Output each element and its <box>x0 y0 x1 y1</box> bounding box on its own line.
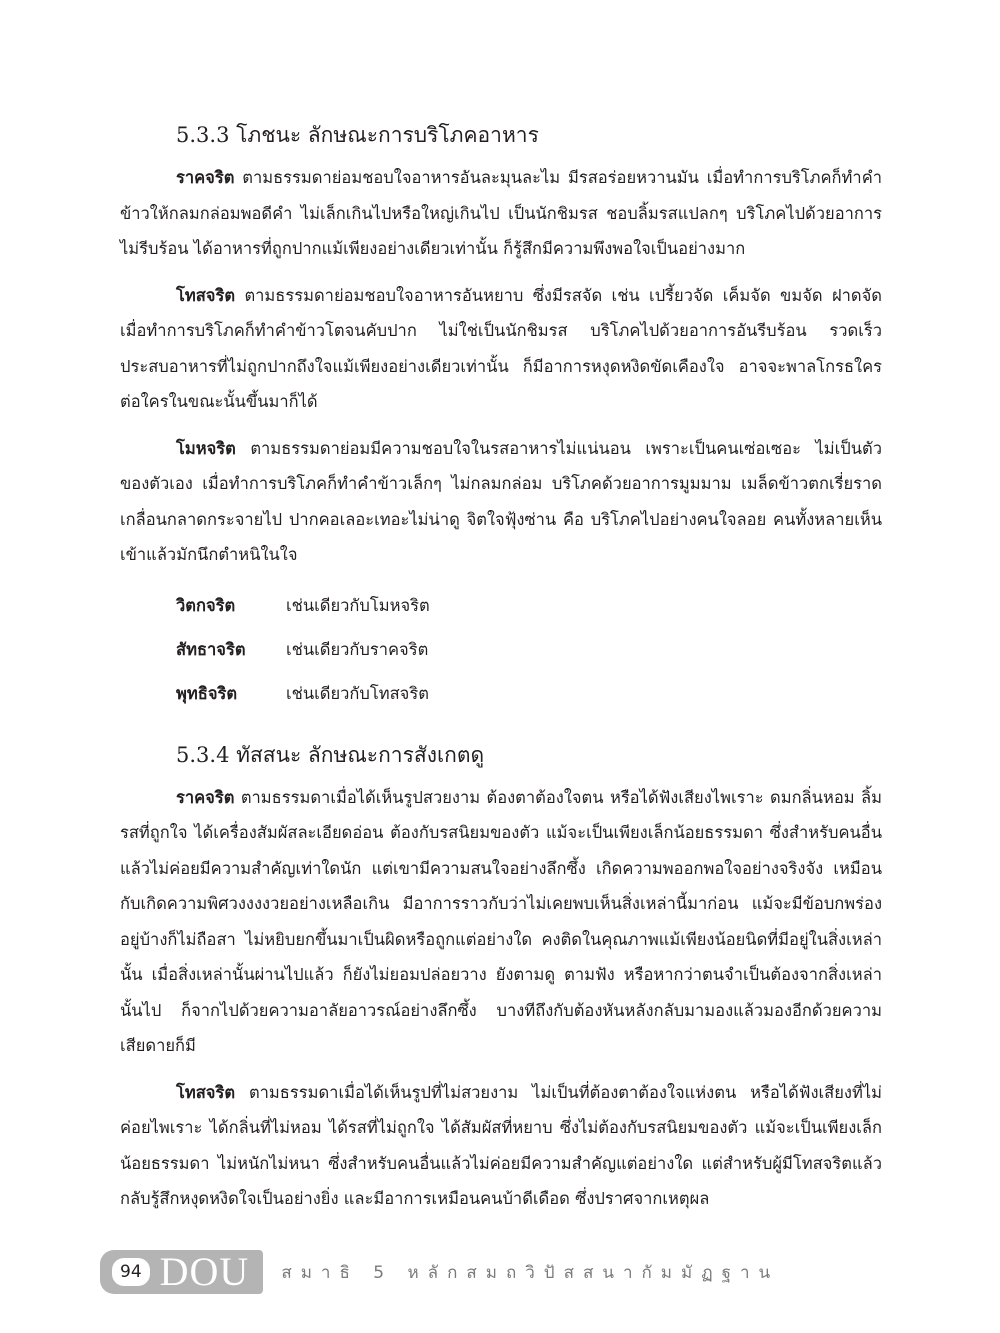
term-moha: โมหจริต <box>176 438 236 458</box>
relation-row <box>176 584 882 628</box>
section-heading-533: 5.3.3 โภชนะ ลักษณะการบริโภคอาหาร <box>176 123 539 147</box>
relation-row <box>176 672 882 716</box>
relation-term: สัทธาจริต <box>176 639 246 659</box>
relation-desc: เช่นเดียวกับโมหจริต <box>286 595 430 615</box>
page-content <box>120 118 882 1228</box>
page-footer <box>100 1248 900 1296</box>
term-raga: ราคจริต <box>176 787 235 807</box>
paragraph-text: ตามธรรมดาเมื่อได้เห็นรูปที่ไม่สวยงาม ไม่เป็นที่ต้องตาต้องใจแห่งตน หรือได้ฟังเสียงที่ไม่ค่อยไพเราะ ได้กลิ่นที่ไม่หอม ได้รสที่ไม่ถูกใจ ได้สัมผัสที่หยาบ ซึ่งไม่ต้องกับรสนิยมของตัว แม้จะเป็นเพียงเล็กน้อยธรรมดา ไม่หนักไม่หนา ซึ่งสำหรับคนอื่นแล้วไม่ค่อยมีความสำคัญแต่อย่างใด แต่สำหรับผู้มีโทสจริตแล้ว กลับรู้สึกหงุดหงิดใจเป็นอย่างยิ่ง และมีอาการเหมือนคนบ้าดีเดือด ซึ่งปราศจากเหตุผล <box>120 1082 882 1208</box>
paragraph-text: ตามธรรมดาย่อมชอบใจอาหารอันหยาบ ซึ่งมีรสจัด เช่น เปรี้ยวจัด เค็มจัด ขมจัด ฝาดจัด เมื่อทำการบริโภคก็ทำคำข้าวโตจนคับปาก ไม่ใช่เป็นนักชิมรส บริโภคไปด้วยอาการอันรีบร้อน รวดเร็ว ประสบอาหารที่ไม่ถูกปากถึงใจแม้เพียงอย่างเดียวเท่านั้น ก็มีอาการหงุดหงิดขัดเคืองใจ อาจจะพาลโกรธใครต่อใครในขณะนั้นขึ้นมาก็ได้ <box>120 285 882 411</box>
relation-row <box>176 628 882 672</box>
paragraph-text: ตามธรรมดาย่อมมีความชอบใจในรสอาหารไม่แน่นอน เพราะเป็นคนเซ่อเซอะ ไม่เป็นตัวของตัวเอง เมื่อทำการบริโภคก็ทำคำข้าวเล็กๆ ไม่กลมกล่อม บริโภคด้วยอาการมูมมาม เมล็ดข้าวตกเรี่ยราดเกลื่อนกลาดกระจายไป ปากคอเลอะเทอะไม่น่าดู จิตใจฟุ้งซ่าน คือ บริโภคไปอย่างคนใจลอย คนทั้งหลายเห็นเข้าแล้วมักนึกตำหนิในใจ <box>120 438 882 564</box>
relation-term: พุทธิจริต <box>176 683 238 703</box>
paragraph-moha-food <box>120 431 882 573</box>
relation-desc: เช่นเดียวกับราคจริต <box>286 639 429 659</box>
paragraph-raga-food <box>120 160 882 267</box>
relation-desc: เช่นเดียวกับโทสจริต <box>286 683 429 703</box>
page-number: 94 <box>112 1258 150 1286</box>
relation-term: วิตกจริต <box>176 595 236 615</box>
section-heading-534: 5.3.4 ทัสสนะ ลักษณะการสังเกตดู <box>176 742 485 767</box>
paragraph-dosa-food <box>120 278 882 420</box>
paragraph-text: ตามธรรมดาเมื่อได้เห็นรูปสวยงาม ต้องตาต้องใจตน หรือได้ฟังเสียงไพเราะ ดมกลิ่นหอม ลิ้มรสที่ถูกใจ ได้เครื่องสัมผัสละเอียดอ่อน ต้องกับรสนิยมของตัว แม้จะเป็นเพียงเล็กน้อยธรรมดา ซึ่งสำหรับคนอื่นแล้วไม่ค่อยมีความสำคัญเท่าใดนัก แต่เขามีความสนใจอย่างลึกซึ้ง เกิดความพออกพอใจอย่างจริงจัง เหมือนกับเกิดความพิศวงงงงวยอย่างเหลือเกิน มีอาการราวกับว่าไม่เคยพบเห็นสิ่งเหล่านี้มาก่อน แม้จะมีข้อบกพร่องอยู่บ้างก็ไม่ถือสา ไม่หยิบยกขึ้นมาเป็นผิดหรือถูกแต่อย่างใด คงติดในคุณภาพแม้เพียงน้อยนิดที่มีอยู่ในสิ่งเหล่านั้น เมื่อสิ่งเหล่านั้นผ่านไปแล้ว ก็ยังไม่ยอมปล่อยวาง ยังตามดู ตามฟัง หรือหากว่าตนจำเป็นต้องจากสิ่งเหล่านั้นไป ก็จากไปด้วยความอาลัยอาวรณ์อย่างลึกซึ้ง บางทีถึงกับต้องหันหลังกลับมามองแล้วมองอีกด้วยความเสียดายก็มี <box>120 787 882 1055</box>
footer-badge <box>100 1250 263 1294</box>
paragraph-raga-seeing <box>120 780 882 1064</box>
term-raga: ราคจริต <box>176 168 235 187</box>
temperament-relations-list <box>176 584 882 716</box>
book-title: สมาธิ 5 หลักสมถวิปัสสนากัมมัฏฐาน <box>281 1262 780 1283</box>
dou-logo: DOU <box>159 1249 250 1294</box>
paragraph-text: ตามธรรมดาย่อมชอบใจอาหารอันละมุนละไม มีรสอร่อยหวานมัน เมื่อทำการบริโภคก็ทำคำข้าวให้กลมกล่อมพอดีคำ ไม่เล็กเกินไปหรือใหญ่เกินไป เป็นนักชิมรส ชอบลิ้มรสแปลกๆ บริโภคไปด้วยอาการไม่รีบร้อน ได้อาหารที่ถูกปากแม้เพียงอย่างเดียวเท่านั้น ก็รู้สึกมีความพึงพอใจเป็นอย่างมาก <box>120 168 882 258</box>
paragraph-dosa-seeing <box>120 1075 882 1217</box>
term-dosa: โทสจริต <box>176 285 236 305</box>
term-dosa: โทสจริต <box>176 1082 236 1102</box>
